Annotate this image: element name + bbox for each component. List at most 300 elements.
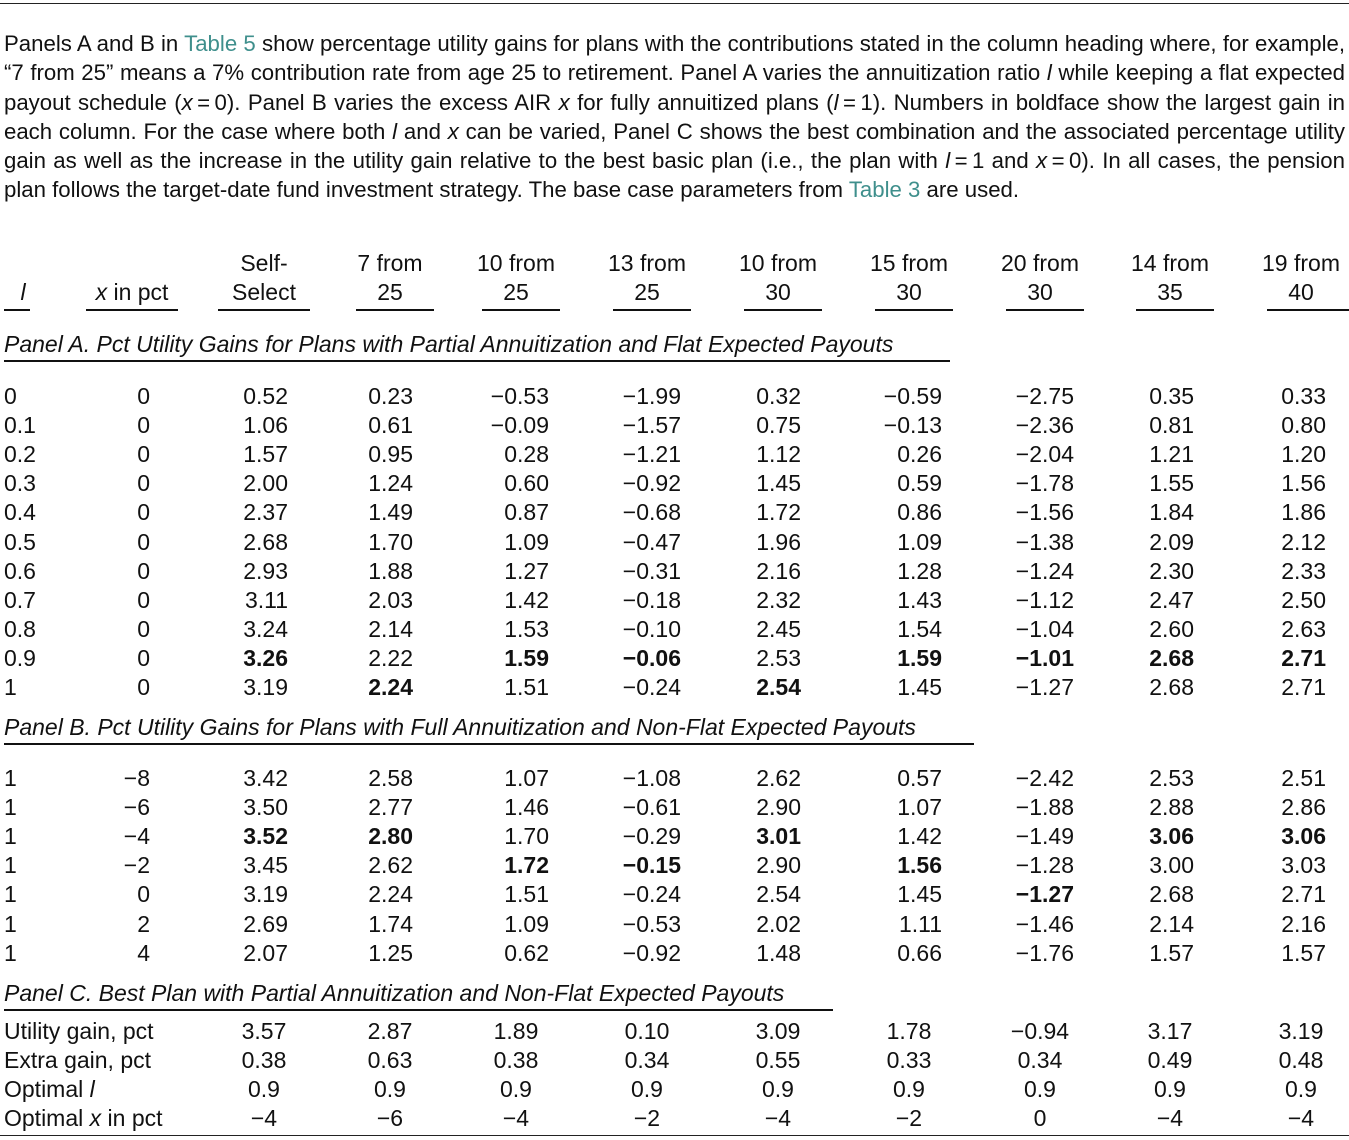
table-cell: −0.94 <box>1010 1018 1070 1044</box>
caption-text: while keeping a flat expected payout schedule ( <box>4 60 1346 115</box>
table-cell: 2.16 <box>1281 910 1326 937</box>
row-x-value: −2 <box>123 852 150 879</box>
row-x-value: 0 <box>137 383 150 409</box>
table-cell: −1.01 <box>1015 644 1074 671</box>
table-cell: 1.06 <box>243 412 288 439</box>
column-header-line: 35 <box>1157 279 1183 305</box>
table-cell: −0.47 <box>622 528 681 555</box>
table-cell: −4 <box>764 1105 792 1132</box>
table-cell: 3.26 <box>243 644 288 671</box>
table-cell: −0.53 <box>490 383 549 409</box>
table-cell: 0.49 <box>1147 1047 1193 1074</box>
table-cell: 1.27 <box>504 557 549 584</box>
row-l-value: 1 <box>4 939 17 966</box>
table-cell: 0.23 <box>368 383 413 409</box>
caption-text: = 0). In all cases, the pension plan follows the target-date fund investment strategy. The base case parameters from <box>4 148 1345 203</box>
row-l-value: 0 <box>4 383 17 409</box>
table-cell: 1.07 <box>504 765 549 791</box>
table-cell: −0.24 <box>622 881 681 908</box>
table-cell: 0.9 <box>631 1076 663 1103</box>
table-cell: 0.9 <box>762 1076 794 1103</box>
table-cell: 2.77 <box>368 794 413 821</box>
row-label-symbol: x <box>89 1105 102 1132</box>
caption-text: for fully annuitized plans ( <box>569 89 834 115</box>
table-cell: −0.06 <box>622 644 681 671</box>
row-l-value: 0.3 <box>4 470 36 497</box>
symbol-x: x <box>1036 148 1048 174</box>
table-cell: 1.56 <box>1281 470 1326 497</box>
header-underline <box>86 309 178 311</box>
column-header-line: 30 <box>765 279 791 305</box>
header-x-suffix: in pct <box>107 279 169 305</box>
table-cell: 0.9 <box>374 1076 406 1103</box>
table-cell: 0.60 <box>504 470 549 497</box>
caption-text: = 0). Panel B varies the excess AIR <box>192 89 559 115</box>
table-cell: 0.33 <box>886 1047 932 1074</box>
table-cell: 1.24 <box>368 470 413 497</box>
table-cell: 2.68 <box>1149 644 1194 671</box>
table-cell: 3.24 <box>243 615 288 642</box>
table-cell: 3.11 <box>244 586 288 613</box>
table-cell: −1.08 <box>622 765 681 791</box>
table-cell: 1.55 <box>1149 470 1194 497</box>
table-cell: 1.70 <box>368 528 413 555</box>
table-cell: 3.50 <box>243 794 288 821</box>
table-cell: 3.52 <box>243 823 288 850</box>
table-cell: 0.48 <box>1278 1047 1324 1074</box>
table-cell: 0.75 <box>756 412 801 439</box>
row-x-value: 0 <box>137 674 150 700</box>
table-cell: 0.86 <box>897 499 942 526</box>
table-cell: −0.24 <box>622 674 681 700</box>
table-cell: 1.42 <box>504 586 549 613</box>
table-cell: 2.58 <box>368 765 413 791</box>
table-cell: 1.45 <box>756 470 801 497</box>
table-cell: 1.45 <box>897 674 942 700</box>
table-cell: −4 <box>502 1105 530 1132</box>
table-cell: 3.00 <box>1149 852 1194 879</box>
table-cell: 3.03 <box>1281 852 1326 879</box>
table-cell: 2.24 <box>368 674 413 700</box>
column-header-line: 7 from <box>357 250 423 276</box>
header-underline <box>875 309 953 311</box>
row-l-value: 1 <box>4 674 17 700</box>
row-x-value: 0 <box>137 881 150 908</box>
header-l: l <box>20 279 26 305</box>
table-cell: 2.63 <box>1281 615 1326 642</box>
table-cell: 3.57 <box>241 1018 287 1044</box>
column-header <box>456 249 576 307</box>
table-cell: 3.45 <box>243 852 288 879</box>
table-cell: 2.71 <box>1281 644 1326 671</box>
header-underline <box>613 309 691 311</box>
table-cell: 2.12 <box>1281 528 1326 555</box>
row-l-value: 0.8 <box>4 615 36 642</box>
caption-text: and <box>397 118 448 144</box>
column-header-line: 40 <box>1288 279 1314 305</box>
row-x-value: 0 <box>137 470 150 497</box>
table-cell: 2.68 <box>1149 881 1194 908</box>
table-cell: −1.38 <box>1015 528 1074 555</box>
column-header-line: 14 from <box>1131 250 1209 276</box>
table-cell: 1.59 <box>504 644 549 671</box>
table-cell: 2.47 <box>1149 586 1194 613</box>
table-cell: 3.19 <box>243 881 288 908</box>
table-cell: 1.74 <box>368 910 413 937</box>
table-cell: 2.45 <box>756 615 801 642</box>
table-cell: −1.76 <box>1015 939 1074 966</box>
table-cell: −1.49 <box>1015 823 1074 850</box>
row-label-text: in pct <box>101 1105 163 1132</box>
table-cell: 2.86 <box>1281 794 1326 821</box>
table-cell: 2.62 <box>368 852 413 879</box>
column-header <box>718 249 838 307</box>
row-x-value: 4 <box>137 939 150 966</box>
table-cell: −2.42 <box>1015 765 1074 791</box>
row-x-value: −8 <box>123 765 150 791</box>
table-cell: −0.92 <box>622 939 681 966</box>
panel-title: Panel B. Pct Utility Gains for Plans with Full Annuitization and Non-Flat Expected Payouts <box>4 714 916 740</box>
table-cell: 1.84 <box>1149 499 1194 526</box>
column-header-line: 15 from <box>870 250 948 276</box>
table-cell: 2.71 <box>1281 674 1326 700</box>
table-cell: 0.66 <box>897 939 942 966</box>
table-cell: −4 <box>1156 1105 1184 1132</box>
table-cell: 2.62 <box>756 765 801 791</box>
table-cell: 2.33 <box>1281 557 1326 584</box>
row-x-value: 0 <box>137 441 150 468</box>
column-header-line: 30 <box>1027 279 1053 305</box>
table-cell: −1.78 <box>1015 470 1074 497</box>
table-cell: 0.87 <box>504 499 549 526</box>
table-cell: 1.89 <box>493 1018 539 1044</box>
table-cell: 1.11 <box>898 910 942 937</box>
table-cell: 2.54 <box>756 881 801 908</box>
table-cell: −0.92 <box>622 470 681 497</box>
table-cell: 0 <box>1033 1105 1047 1132</box>
table-cell: −0.53 <box>622 910 681 937</box>
symbol-x: x <box>181 89 193 115</box>
table-cell: 1.42 <box>897 823 942 850</box>
table-cell: −2.04 <box>1015 441 1074 468</box>
table-cell: 0.63 <box>367 1047 413 1074</box>
row-x-value: 0 <box>137 557 150 584</box>
table-cell: 1.09 <box>504 528 549 555</box>
table-cell: −4 <box>250 1105 278 1132</box>
table-cell: −1.46 <box>1015 910 1074 937</box>
row-l-value: 1 <box>4 910 17 937</box>
table-cell: 1.21 <box>1149 441 1194 468</box>
row-label-text: Optimal <box>4 1105 90 1132</box>
header-underline <box>1136 309 1214 311</box>
table-cell: 2.09 <box>1149 528 1194 555</box>
table-cell: −0.31 <box>622 557 681 584</box>
table-cell: −1.21 <box>622 441 681 468</box>
table-cell: 2.68 <box>1149 674 1194 700</box>
table-cell: 0.55 <box>755 1047 801 1074</box>
row-x-value: 0 <box>137 412 150 439</box>
table-cell: 2.32 <box>756 586 801 613</box>
row-l-value: 0.5 <box>4 528 36 555</box>
table-cell: 1.12 <box>756 441 801 468</box>
table-cell: 1.09 <box>504 910 549 937</box>
column-header <box>1241 249 1349 307</box>
row-l-value: 1 <box>4 765 17 791</box>
symbol-x: x <box>447 118 459 144</box>
table-cell: −6 <box>376 1105 404 1132</box>
panel-title-underline <box>4 1009 833 1011</box>
column-header-line: 10 from <box>739 250 817 276</box>
column-header <box>587 249 707 307</box>
column-header-line: Self- <box>240 250 288 276</box>
caption-text: = 1). Numbers in boldface show the largest gain in each column. For the case where both <box>4 89 1345 144</box>
symbol-x: x <box>558 89 570 115</box>
column-header-line: 25 <box>634 279 660 305</box>
table-cell: 2.53 <box>756 644 801 671</box>
row-label-symbol: l <box>89 1076 95 1103</box>
table-cell: 1.46 <box>504 794 549 821</box>
column-header-line: 10 from <box>477 250 555 276</box>
table-cell: 1.57 <box>1281 939 1326 966</box>
table-cell: −1.57 <box>622 412 681 439</box>
header-underline <box>1267 309 1349 311</box>
table-cell: −2.36 <box>1015 412 1074 439</box>
table-cell: 1.86 <box>1281 499 1326 526</box>
table-cell: 0.38 <box>241 1047 287 1074</box>
table-cell: 3.06 <box>1149 823 1194 850</box>
table-cell: 3.19 <box>243 674 288 700</box>
table-cell: 2.14 <box>1149 910 1194 937</box>
table-cell: 2.69 <box>243 910 288 937</box>
table-cell: 1.70 <box>504 823 549 850</box>
column-header-line: 19 from <box>1262 250 1340 276</box>
table-cell: −1.27 <box>1015 881 1074 908</box>
table-cell: 0.52 <box>243 383 288 409</box>
table-cell: 1.57 <box>1149 939 1194 966</box>
table-cell: −0.18 <box>622 586 681 613</box>
header-underline <box>356 309 434 311</box>
table-cell: 2.80 <box>368 823 413 850</box>
table-cell: −0.59 <box>883 383 942 409</box>
row-x-value: 0 <box>137 499 150 526</box>
table-cell: 2.00 <box>243 470 288 497</box>
table-cell: 2.60 <box>1149 615 1194 642</box>
row-l-value: 0.7 <box>4 586 36 613</box>
column-header-line: Select <box>232 279 296 305</box>
table-cell: 0.35 <box>1149 383 1194 409</box>
caption-text: are used. <box>920 177 1020 203</box>
table-cell: 3.42 <box>243 765 288 791</box>
table-cell: 1.48 <box>756 939 801 966</box>
row-label: Extra gain, pct <box>4 1047 152 1074</box>
column-header-line: 30 <box>896 279 922 305</box>
table-cell: −0.15 <box>622 852 681 879</box>
row-x-value: 0 <box>137 644 150 671</box>
table-cell: 2.16 <box>756 557 801 584</box>
table-cell: 2.24 <box>368 881 413 908</box>
table-cell: 2.02 <box>756 910 801 937</box>
table-cell: 2.88 <box>1149 794 1194 821</box>
table-cell: 0.9 <box>248 1076 280 1103</box>
table-cell: −1.12 <box>1015 586 1074 613</box>
table-cell: 0.9 <box>1285 1076 1317 1103</box>
table-cell: −0.61 <box>622 794 681 821</box>
column-header-line: 13 from <box>608 250 686 276</box>
row-l-value: 1 <box>4 852 17 879</box>
row-label <box>4 1104 224 1133</box>
caption-text: can be varied, Panel C shows the best combination and the associated percentage utility gain as well as the increase in the utility gain relative to the best basic plan (i.e., the plan with <box>4 118 1345 174</box>
row-x-value: 0 <box>137 615 150 642</box>
header-underline <box>4 309 30 311</box>
table-cell: −1.99 <box>622 383 681 409</box>
table-cell: 1.78 <box>886 1018 932 1044</box>
table-caption <box>4 29 1345 205</box>
header-underline <box>218 309 310 311</box>
row-x-value: 2 <box>137 910 150 937</box>
table-cell: 0.9 <box>1024 1076 1056 1103</box>
row-l-value: 1 <box>4 881 17 908</box>
table-cell: 1.09 <box>897 528 942 555</box>
table-cell: 0.62 <box>504 939 549 966</box>
symbol-x: x <box>95 279 108 305</box>
table-cell: 0.33 <box>1281 383 1326 409</box>
table-cell: 0.61 <box>368 412 413 439</box>
row-l-value: 1 <box>4 823 17 850</box>
table-cell: −1.27 <box>1015 674 1074 700</box>
row-label <box>4 1075 224 1104</box>
table-cell: −1.88 <box>1015 794 1074 821</box>
row-l-value: 0.2 <box>4 441 36 468</box>
symbol-l: l <box>945 148 951 174</box>
table-cell: 1.49 <box>368 499 413 526</box>
table-cell: 1.53 <box>504 615 549 642</box>
panel-title-underline <box>4 743 974 745</box>
table-cell: 1.20 <box>1281 441 1326 468</box>
table-cell: 0.34 <box>1017 1047 1063 1074</box>
table-cell: 2.54 <box>756 674 801 700</box>
panel-title: Panel C. Best Plan with Partial Annuitization and Non-Flat Expected Payouts <box>4 980 785 1006</box>
table-cell: 0.95 <box>368 441 413 468</box>
table-cell: 2.90 <box>756 794 801 821</box>
row-x-value: 0 <box>137 528 150 555</box>
table-cell: −4 <box>1287 1105 1315 1132</box>
table-cell: 0.81 <box>1149 412 1194 439</box>
table-cell: 1.28 <box>897 557 942 584</box>
symbol-l: l <box>392 118 398 144</box>
table-cell: 2.87 <box>367 1018 413 1044</box>
table-cell: −1.28 <box>1015 852 1074 879</box>
table-cell: 3.17 <box>1147 1018 1193 1044</box>
table-cell: 0.9 <box>500 1076 532 1103</box>
table-cell: −0.09 <box>490 412 549 439</box>
table-cell: −1.04 <box>1015 615 1074 642</box>
table-cell: 3.09 <box>755 1018 801 1044</box>
table-cell: −0.29 <box>622 823 681 850</box>
table-cell: 3.19 <box>1278 1018 1324 1044</box>
table-cell: 1.51 <box>504 674 549 700</box>
table-cell: 0.9 <box>1154 1076 1186 1103</box>
table-cell: 1.96 <box>756 528 801 555</box>
caption-text: = 1 and <box>950 148 1037 174</box>
table-3-link[interactable]: Table 3 <box>848 177 921 203</box>
table-cell: 0.10 <box>624 1018 670 1044</box>
table-cell: −2 <box>895 1105 923 1132</box>
panel-title-underline <box>4 360 950 362</box>
table-cell: −1.24 <box>1015 557 1074 584</box>
table-cell: −0.13 <box>883 412 942 439</box>
row-l-value: 0.6 <box>4 557 36 584</box>
table-cell: 0.32 <box>756 383 801 409</box>
table-cell: 0.80 <box>1281 412 1326 439</box>
row-l-value: 1 <box>4 794 17 821</box>
table-cell: 1.72 <box>756 499 801 526</box>
symbol-l: l <box>833 89 839 115</box>
table-cell: 1.88 <box>368 557 413 584</box>
table-cell: 1.43 <box>897 586 942 613</box>
table-cell: 1.07 <box>897 794 942 821</box>
row-x-value: 0 <box>137 586 150 613</box>
table-cell: −1.56 <box>1015 499 1074 526</box>
table-cell: 2.90 <box>756 852 801 879</box>
column-header <box>849 249 969 307</box>
table-5-link[interactable]: Table 5 <box>184 31 256 56</box>
table-cell: 0.59 <box>897 470 942 497</box>
row-label: Utility gain, pct <box>4 1018 154 1044</box>
table-cell: 1.54 <box>897 615 942 642</box>
row-l-value: 0.4 <box>4 499 36 526</box>
table-cell: −0.68 <box>622 499 681 526</box>
table-cell: 1.51 <box>504 881 549 908</box>
column-header <box>980 249 1100 307</box>
symbol-l: l <box>1046 60 1052 86</box>
column-header <box>330 249 450 307</box>
table-cell: 1.59 <box>897 644 942 671</box>
table-cell: 1.25 <box>368 939 413 966</box>
table-cell: 2.51 <box>1281 765 1326 791</box>
header-underline <box>482 309 560 311</box>
table-cell: 2.93 <box>243 557 288 584</box>
table-cell: 3.06 <box>1281 823 1326 850</box>
table-cell: 1.45 <box>897 881 942 908</box>
table-cell: 0.57 <box>897 765 942 791</box>
table-cell: −0.10 <box>622 615 681 642</box>
column-header-line: 25 <box>377 279 403 305</box>
table-cell: 2.53 <box>1149 765 1194 791</box>
table-cell: 0.28 <box>504 441 549 468</box>
table-cell: −2 <box>633 1105 661 1132</box>
table-cell: 2.37 <box>243 499 288 526</box>
table-cell: 2.71 <box>1281 881 1326 908</box>
table-cell: 2.14 <box>368 615 413 642</box>
table-cell: 2.30 <box>1149 557 1194 584</box>
column-header-line: 20 from <box>1001 250 1079 276</box>
caption-text: Panels A and B in <box>4 31 185 56</box>
bottom-rule <box>0 1135 1349 1136</box>
table-cell: 2.07 <box>243 939 288 966</box>
header-x-in-pct <box>76 278 188 307</box>
table-cell: 2.22 <box>368 644 413 671</box>
header-underline <box>1006 309 1084 311</box>
table-cell: −2.75 <box>1015 383 1074 409</box>
row-x-value: −6 <box>123 794 150 821</box>
table-cell: 2.68 <box>243 528 288 555</box>
panel-title: Panel A. Pct Utility Gains for Plans with Partial Annuitization and Flat Expected Payouts <box>4 331 894 357</box>
column-header-line: 25 <box>503 279 529 305</box>
table-cell: 0.9 <box>893 1076 925 1103</box>
table-cell: 3.01 <box>756 823 801 850</box>
header-underline <box>744 309 822 311</box>
column-header <box>1110 249 1230 307</box>
